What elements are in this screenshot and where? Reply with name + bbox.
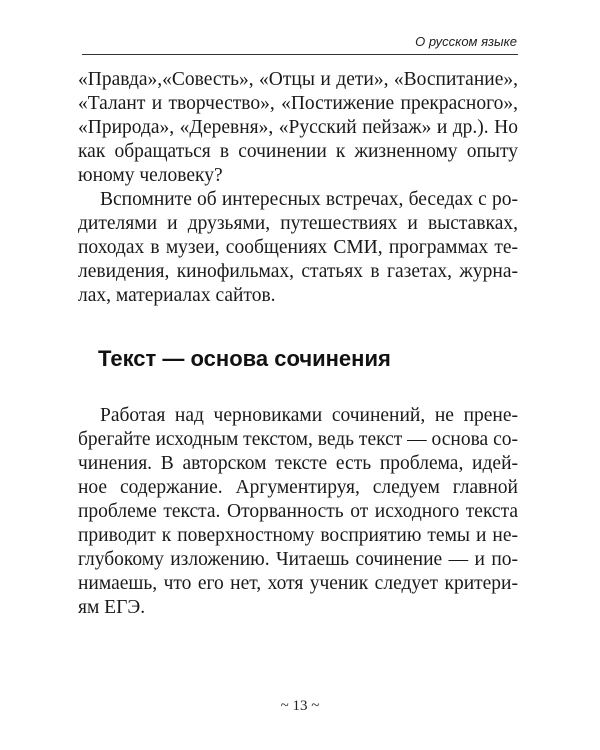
text-line: нимаешь, что его нет, хотя ученик следует критери-: [78, 573, 518, 594]
text-line: как обращаться в сочинении к жизненному опыту: [78, 141, 518, 162]
text-line: брегайте исходным текстом, ведь текст — основа со-: [78, 429, 518, 450]
text-line: лах, материалах сайтов.: [78, 285, 276, 306]
paragraph-block-2: [78, 404, 518, 620]
text-line: «Талант и творчество», «Постижение прекрасного»,: [78, 93, 518, 114]
text-line: ям ЕГЭ.: [78, 597, 146, 618]
text-line: «Природа», «Деревня», «Русский пейзаж» и др.). Но: [78, 117, 518, 138]
section-heading: Текст — основа сочинения: [98, 346, 391, 371]
text-line: левидения, кинофильмах, статьях в газетах, журна-: [78, 261, 518, 282]
header-rule: [82, 54, 518, 55]
text-line: проблеме текста. Оторванность от исходного текста: [78, 501, 518, 522]
page-number: ~ 13 ~: [280, 698, 320, 714]
text-line: ное содержание. Аргументируя, следуем главной: [78, 477, 518, 498]
text-line: «Правда»,«Совесть», «Отцы и дети», «Воспитание»,: [78, 69, 518, 90]
text-line: юному человеку?: [78, 165, 223, 186]
running-header: О русском языке: [415, 34, 517, 49]
paragraph-block-1: [78, 68, 518, 308]
text-line: глубокому изложению. Читаешь сочинение — и по-: [78, 549, 518, 570]
text-line: дителями и друзьями, путешествиях и выставках,: [78, 213, 518, 234]
text-line: Работая над черновиками сочинений, не прене-: [100, 405, 518, 426]
text-line: походах в музеи, сообщениях СМИ, программах те-: [78, 237, 518, 258]
text-line: чинения. В авторском тексте есть проблема, идей-: [78, 453, 518, 474]
text-line: приводит к поверхностному восприятию темы и не-: [78, 525, 518, 546]
text-line: Вспомните об интересных встречах, беседах с ро-: [100, 189, 518, 210]
